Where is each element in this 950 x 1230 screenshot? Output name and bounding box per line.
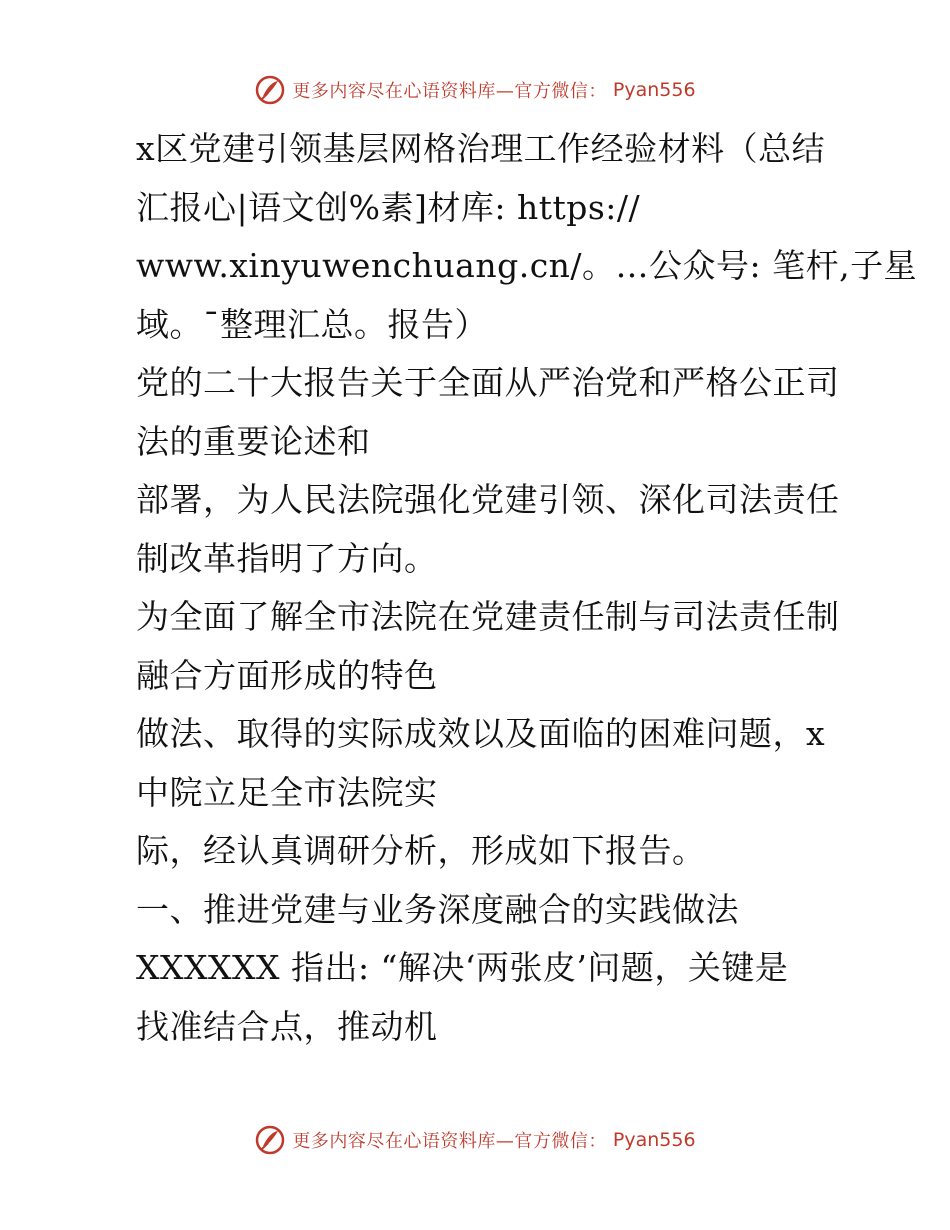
document-body: [98, 120, 918, 1056]
footer-banner: [0, 1120, 950, 1160]
paragraph: [98, 939, 858, 1056]
paragraph: [98, 354, 858, 471]
footer-banner-text: 更多内容尽在心语资料库—官方微信：: [292, 1131, 607, 1152]
footer-banner-handle: Pyan556: [612, 1129, 696, 1151]
text-line: 做法、取得的实际成效以及面临的困难问题，x: [136, 714, 826, 753]
text-line: 一、推进党建与业务深度融合的实践做法: [136, 889, 739, 929]
header-banner-text: 更多内容尽在心语资料库—官方微信：: [292, 81, 607, 102]
text-line: x区党建引领基层网格治理工作经验材料（总结: [136, 129, 826, 168]
text-line: 域。¯整理汇总。报告）: [136, 304, 488, 344]
title-paragraph: [98, 120, 918, 354]
quill-logo-icon: [254, 1124, 286, 1156]
quill-logo-icon: [254, 74, 286, 106]
text-line: 融合方面形成的特色: [136, 655, 438, 695]
text-line: 制改革指明了方向。: [136, 538, 438, 578]
text-line: 部署，为人民法院强化党建引领、深化司法责任: [136, 480, 840, 519]
paragraph: [98, 705, 858, 822]
text-line: www.xinyuwenchuang.cn/。…公众号: 笔杆,子星: [136, 246, 918, 285]
text-line: 汇报心|语文创%素]材库: https://: [136, 187, 641, 227]
text-line: 中院立足全市法院实: [136, 772, 438, 812]
text-line: 际，经认真调研分析，形成如下报告。: [136, 831, 706, 870]
header-banner-handle: Pyan556: [612, 79, 696, 101]
text-line: 党的二十大报告关于全面从严治党和严格公正司: [136, 363, 840, 402]
section-heading: [98, 881, 858, 940]
text-line: XXXXXX 指出: “解决‘两张皮’问题，关键是: [136, 948, 789, 987]
paragraph: [98, 471, 858, 588]
paragraph: [98, 822, 858, 881]
header-banner: [0, 70, 950, 110]
paragraph: [98, 588, 858, 705]
text-line: 法的重要论述和: [136, 421, 371, 461]
text-line: 找准结合点，推动机: [136, 1006, 438, 1046]
text-line: 为全面了解全市法院在党建责任制与司法责任制: [136, 597, 840, 636]
